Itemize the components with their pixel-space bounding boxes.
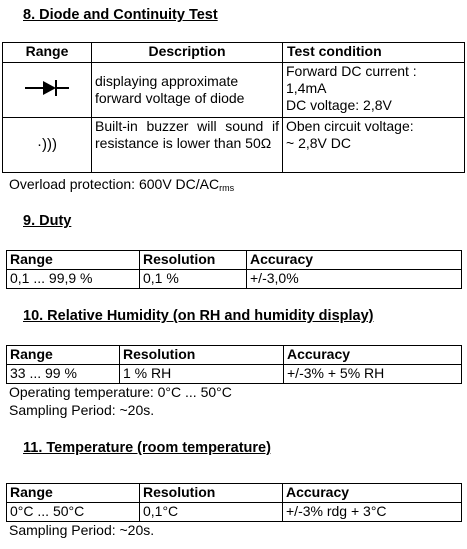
header-accuracy: Accuracy (247, 251, 462, 270)
buzzer-icon: ·))) (37, 136, 57, 154)
buzzer-cond-line-1: Oben circuit voltage: (286, 118, 414, 134)
temperature-resolution: 0,1°C (140, 503, 283, 522)
header-resolution: Resolution (140, 251, 247, 270)
table-row (3, 63, 465, 118)
header-range: Range (7, 251, 140, 270)
section-9-title: 9. Duty (23, 213, 72, 229)
buzzer-symbol-cell (3, 118, 92, 173)
buzzer-description: Built-in buzzer will sound if resistance is lower than 50Ω (92, 118, 283, 173)
duty-table (6, 250, 462, 289)
diode-cond-line-3: DC voltage: 2,8V (286, 97, 392, 113)
table-row (7, 365, 462, 384)
temperature-accuracy: +/-3% rdg + 3°C (283, 503, 462, 522)
humidity-range: 33 ... 99 % (7, 365, 120, 384)
header-test-condition: Test condition (283, 43, 465, 63)
humidity-table (6, 345, 462, 384)
header-resolution: Resolution (140, 484, 283, 503)
header-resolution: Resolution (120, 346, 284, 365)
buzzer-cond-line-2: ~ 2,8V DC (286, 135, 351, 151)
duty-range: 0,1 ... 99,9 % (7, 270, 140, 289)
diode-test-condition (283, 63, 465, 118)
diode-cond-line-2: 1,4mA (286, 80, 327, 96)
duty-accuracy: +/-3,0% (247, 270, 462, 289)
header-range: Range (3, 43, 92, 63)
header-range: Range (7, 484, 140, 503)
section-8-title: 8. Diode and Continuity Test (23, 7, 218, 23)
header-description: Description (92, 43, 283, 63)
diode-cond-line-1: Forward DC current : (286, 63, 417, 79)
sampling-period-note: Sampling Period: ~20s. (9, 522, 155, 538)
rms-subscript: rms (219, 183, 235, 193)
table-row (7, 270, 462, 289)
header-accuracy: Accuracy (284, 346, 462, 365)
section-10-title: 10. Relative Humidity (on RH and humidity display) (23, 308, 374, 324)
overload-protection-note (9, 176, 234, 193)
header-accuracy: Accuracy (283, 484, 462, 503)
diode-description (92, 63, 283, 118)
table-row (7, 503, 462, 522)
diode-desc-line-2: forward voltage of diode (95, 90, 245, 106)
sampling-period-note: Sampling Period: ~20s. (9, 402, 155, 418)
temperature-table (6, 483, 462, 522)
duty-resolution: 0,1 % (140, 270, 247, 289)
diode-continuity-table (2, 42, 465, 173)
header-range: Range (7, 346, 120, 365)
diode-icon (23, 77, 71, 99)
overload-text: Overload protection: 600V DC/AC (9, 176, 220, 192)
operating-temperature-note: Operating temperature: 0°C ... 50°C (9, 384, 232, 400)
humidity-resolution: 1 % RH (120, 365, 284, 384)
temperature-range: 0°C ... 50°C (7, 503, 140, 522)
diode-symbol-cell (3, 63, 92, 118)
section-11-title: 11. Temperature (room temperature) (23, 440, 271, 456)
table-row (3, 118, 465, 173)
diode-desc-line-1: displaying approximate (95, 73, 239, 89)
humidity-accuracy: +/-3% + 5% RH (284, 365, 462, 384)
buzzer-test-condition (283, 118, 465, 173)
